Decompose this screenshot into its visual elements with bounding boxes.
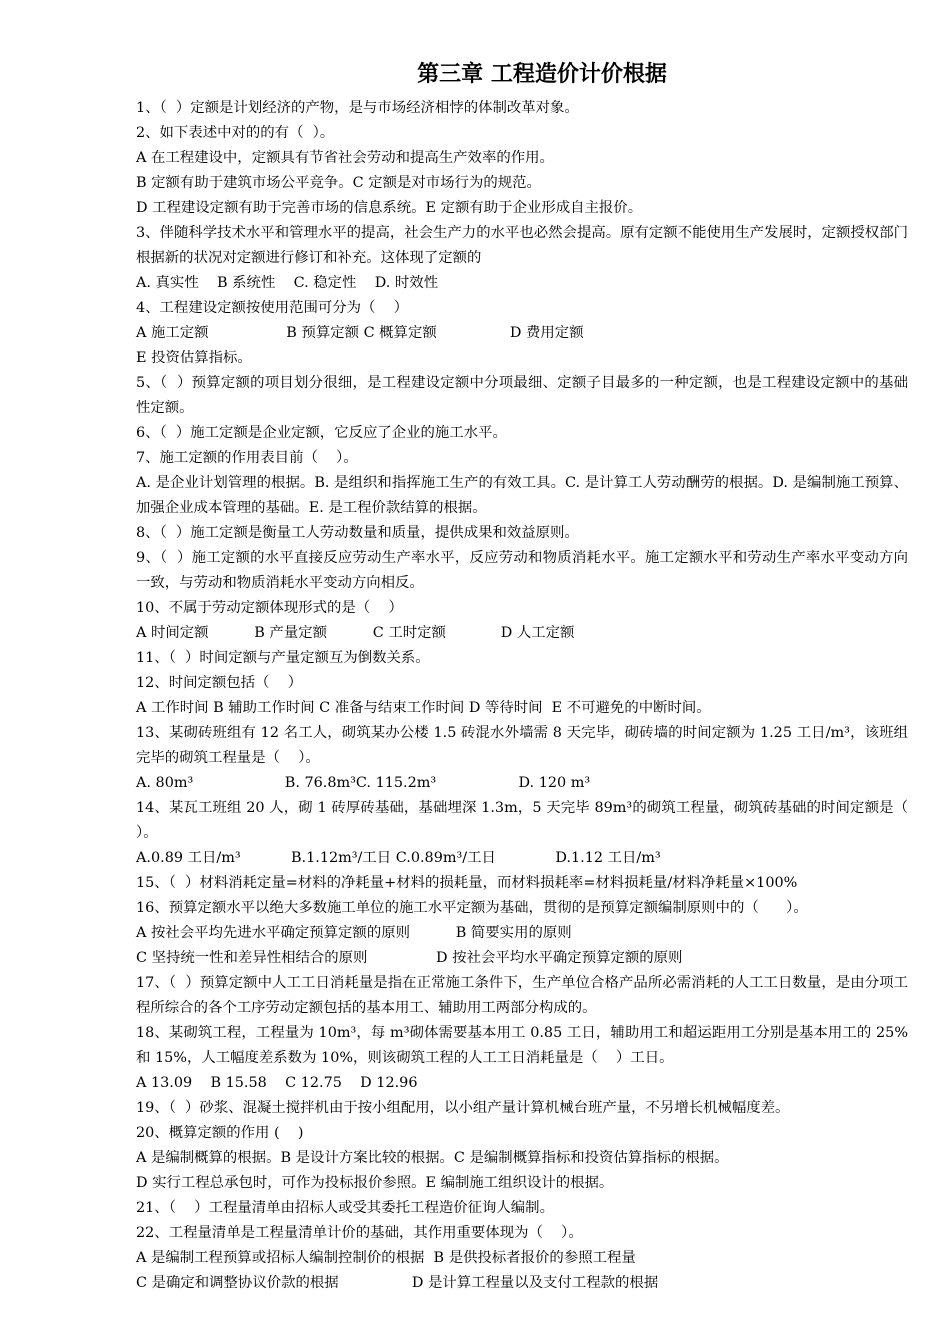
option-line: A 在工程建设中，定额具有节省社会劳动和提高生产效率的作用。 [136, 150, 554, 166]
option-line: A 工作时间 B 辅助工作时间 C 准备与结束工作时间 D 等待时间 E 不可避免的中断时间。 [136, 700, 711, 716]
option-line: C 坚持统一性和差异性相结合的原则 D 按社会平均水平确定预算定额的原则 [136, 950, 683, 966]
question-6: 6、（ ）施工定额是企业定额，它反应了企业的施工水平。 [136, 425, 507, 441]
question-14: 14、某瓦工班组 20 人，砌 1 砖厚砖基础，基础埋深 1.3m，5 天完毕 89m³的砌筑工程量，砌筑砖基础的时间定额是（ ）。 [136, 800, 927, 841]
option-line: A 是编制概算的根据。B 是设计方案比较的根据。C 是编制概算指标和投资估算指标的根据。 [136, 1150, 729, 1166]
option-line: A 时间定额 B 产量定额 C 工时定额 D 人工定额 [136, 625, 575, 641]
option-line: A. 80m³ B. 76.8m³C. 115.2m³ D. 120 m³ [136, 775, 591, 791]
question-17: 17、（ ）预算定额中人工工日消耗量是指在正常施工条件下，生产单位合格产品所必需消耗的人工工日数量，是由分项工程所综合的各个工序劳动定额包括的基本用工、辅助用工两部分构成的。 [136, 975, 908, 1016]
question-5: 5、（ ）预算定额的项目划分很细，是工程建设定额中分项最细、定额子目最多的一种定额，也是工程建设定额中的基础性定额。 [136, 375, 908, 416]
option-line: D 实行工程总承包时，可作为投标报价参照。E 编制施工组织设计的根据。 [136, 1175, 614, 1191]
option-line: A 施工定额 B 预算定额 C 概算定额 D 费用定额 [136, 325, 584, 341]
question-12: 12、时间定额包括（ ） [136, 675, 303, 691]
option-line: C 是确定和调整协议价款的根据 D 是计算工程量以及支付工程款的根据 [136, 1275, 659, 1291]
option-line: E 投资估算指标。 [136, 350, 252, 366]
question-9: 9、（ ）施工定额的水平直接反应劳动生产率水平，反应劳动和物质消耗水平。施工定额水平和劳动生产率水平变动方向一致，与劳动和物质消耗水平变动方向相反。 [136, 550, 908, 591]
question-11: 11、（ ）时间定额与产量定额互为倒数关系。 [136, 650, 430, 666]
question-7: 7、施工定额的作用表目前（ ）。 [136, 450, 358, 466]
question-3: 3、伴随科学技术水平和管理水平的提高，社会生产力的水平也必然会提高。原有定额不能使用生产发展时，定额授权部门根据新的状况对定额进行修订和补充。这体现了定额的 [136, 225, 908, 266]
question-20: 20、概算定额的作用 ( ) [136, 1125, 304, 1141]
option-line: A 是编制工程预算或招标人编制控制价的根据 B 是供投标者报价的参照工程量 [136, 1250, 636, 1266]
question-19: 19、（ ）砂浆、混凝土搅拌机由于按小组配用，以小组产量计算机械台班产量，不另增长机械幅度差。 [136, 1100, 790, 1116]
option-line: D 工程建设定额有助于完善市场的信息系统。E 定额有助于企业形成自主报价。 [136, 200, 643, 216]
question-18: 18、某砌筑工程，工程量为 10m³，每 m³砌体需要基本用工 0.85 工日，辅助用工和超运距用工分别是基本用工的 25%和 15%，人工幅度差系数为 10%，则该砌筑工程的人工工日消耗量是（ ）工日。 [136, 1025, 908, 1066]
question-13: 13、某砌砖班组有 12 名工人，砌筑某办公楼 1.5 砖混水外墙需 8 天完毕，砌砖墙的时间定额为 1.25 工日/m³，该班组完毕的砌筑工程量是（ ）。 [136, 725, 908, 766]
question-list [136, 96, 927, 1296]
question-8: 8、（ ）施工定额是衡量工人劳动数量和质量，提供成果和效益原则。 [136, 525, 579, 541]
option-line: A. 真实性 B 系统性 C. 稳定性 D. 时效性 [136, 275, 439, 291]
option-line: A.0.89 工日/m³ B.1.12m³/工日 C.0.89m³/工日 D.1.12 工日/m³ [136, 850, 661, 866]
question-1: 1、（ ）定额是计划经济的产物，是与市场经济相悖的体制改革对象。 [136, 100, 579, 116]
question-4: 4、工程建设定额按使用范围可分为（ ） [136, 300, 409, 316]
question-15: 15、（ ）材料消耗定量=材料的净耗量+材料的损耗量，而材料损耗率=材料损耗量/材料净耗量×100% [136, 875, 798, 891]
option-line: A 13.09 B 15.58 C 12.75 D 12.96 [136, 1075, 418, 1091]
question-16: 16、预算定额水平以绝大多数施工单位的施工水平定额为基础，贯彻的是预算定额编制原则中的（ ）。 [136, 900, 808, 916]
option-line: B 定额有助于建筑市场公平竞争。C 定额是对市场行为的规范。 [136, 175, 541, 191]
question-10: 10、不属于劳动定额体现形式的是（ ） [136, 600, 403, 616]
question-2: 2、如下表述中对的的有（ ）。 [136, 125, 335, 141]
option-line: A. 是企业计划管理的根据。B. 是组织和指挥施工生产的有效工具。C. 是计算工人劳动酬劳的根据。D. 是编制施工预算、加强企业成本管理的基础。E. 是工程价款结算的根据。 [136, 475, 908, 516]
question-21: 21、（ ）工程量清单由招标人或受其委托工程造价征询人编制。 [136, 1200, 554, 1216]
question-22: 22、工程量清单是工程量清单计价的基础，其作用重要体现为（ ）。 [136, 1225, 583, 1241]
option-line: A 按社会平均先进水平确定预算定额的原则 B 简要实用的原则 [136, 925, 572, 941]
page-title: 第三章 工程造价计价根据 [417, 62, 667, 87]
